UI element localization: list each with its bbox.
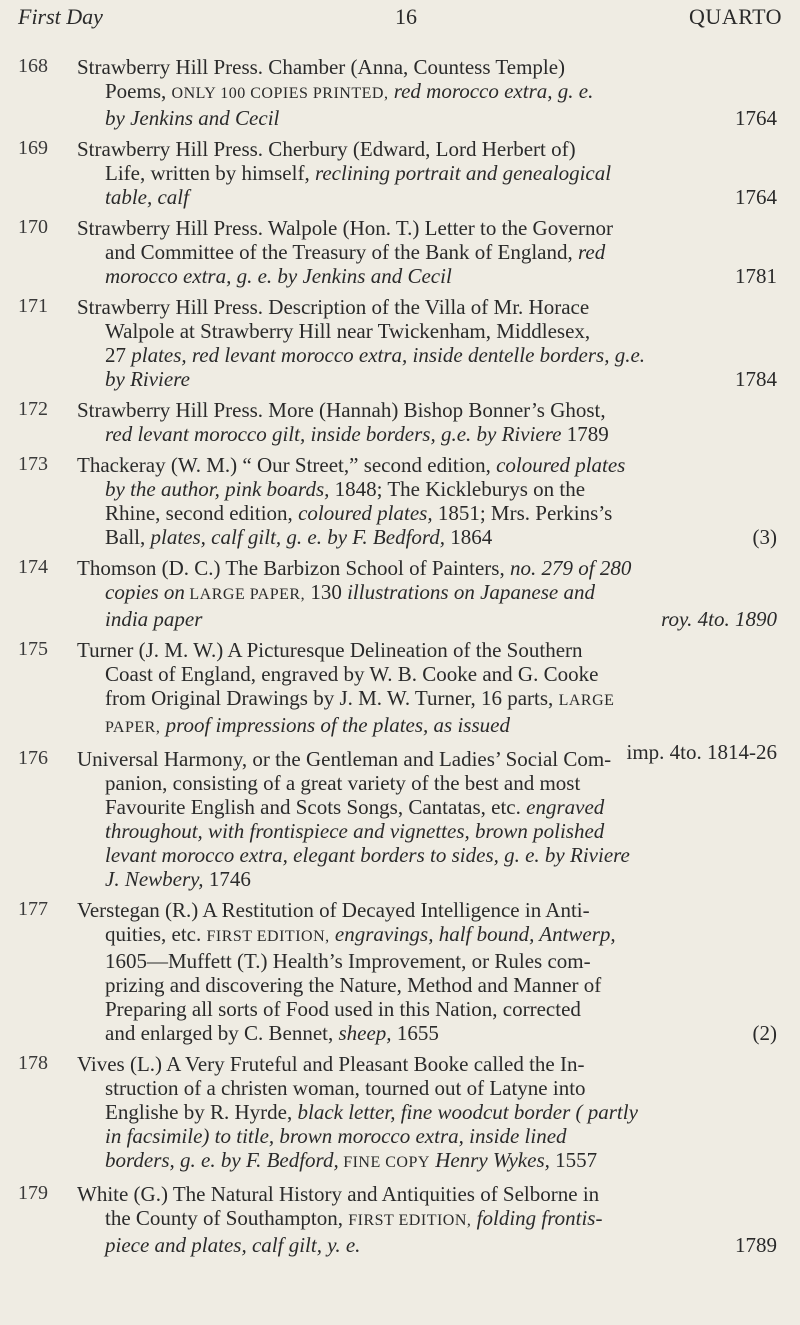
text-segment: ONLY 100 COPIES PRINTED, — [171, 85, 389, 102]
text-segment: 130 — [305, 580, 348, 604]
description-line — [77, 264, 777, 288]
lot-number: 176 — [18, 747, 48, 769]
text-segment: Ball, — [105, 525, 151, 549]
lot-entry — [0, 398, 800, 446]
lot-entry — [0, 1052, 800, 1175]
text-segment: FINE COPY — [338, 1154, 430, 1171]
text-segment: throughout, with frontispiece and vignettes, brown polished — [105, 819, 605, 843]
description-line — [77, 1233, 777, 1257]
text-segment: FIRST EDITION, — [348, 1212, 472, 1229]
text-segment: no. 279 of 280 — [509, 556, 632, 580]
lot-number: 179 — [18, 1182, 48, 1204]
description-line — [77, 55, 777, 79]
lot-number: 172 — [18, 398, 48, 420]
text-segment: sheep, — [338, 1021, 392, 1045]
text-segment: copies on — [105, 580, 185, 604]
text-segment: roy. 4to. 1890 — [661, 607, 777, 631]
lot-entry — [0, 1182, 800, 1257]
lot-number: 168 — [18, 55, 48, 77]
header-format: QUARTO — [689, 4, 782, 29]
text-segment: coloured plates, — [298, 501, 433, 525]
text-segment: morocco extra, g. e. by Jenkins and Cecil — [105, 264, 452, 288]
description-line — [77, 638, 777, 662]
text-segment: and Committee of the Treasury of the Bank of England, — [105, 240, 579, 264]
lot-description — [77, 398, 777, 446]
description-line — [77, 422, 777, 446]
description-line — [77, 607, 777, 631]
text-segment: plates, red levant morocco extra, inside dentelle borders, g.e. — [131, 343, 646, 367]
lot-number: 178 — [18, 1052, 48, 1074]
lot-description — [77, 898, 777, 1045]
text-segment: 1789 — [735, 1233, 777, 1257]
description-line — [77, 747, 777, 771]
text-segment: india paper — [105, 607, 203, 631]
description-line — [77, 662, 777, 686]
text-segment: 1655 — [391, 1021, 439, 1045]
text-segment: 1764 — [735, 185, 777, 209]
header-day: First Day — [18, 4, 103, 29]
description-line — [77, 1182, 777, 1206]
text-segment: illustrations on Japanese and — [347, 580, 595, 604]
description-line — [77, 795, 777, 819]
text-segment: 1746 — [208, 867, 251, 891]
text-segment: 1864 — [445, 525, 493, 549]
text-segment: Preparing all sorts of Food used in this Nation, corrected — [105, 997, 581, 1021]
lot-description — [77, 1052, 777, 1175]
description-line — [77, 1076, 777, 1100]
text-segment: struction of a christen woman, tourned out of Latyne into — [105, 1076, 586, 1100]
text-segment: imp. 4to. 1814-26 — [626, 740, 777, 764]
lot-description — [77, 453, 777, 549]
description-line — [77, 556, 777, 580]
page-header — [18, 4, 782, 44]
text-segment: Strawberry Hill Press. Cherbury (Edward, Lord Herbert of) — [77, 137, 576, 161]
description-line — [77, 343, 777, 367]
description-line — [77, 949, 777, 973]
text-segment: Rhine, second edition, — [105, 501, 299, 525]
text-segment: by the author, pink boards, — [105, 477, 330, 501]
text-segment: (2) — [752, 1021, 777, 1045]
description-line — [77, 580, 777, 607]
text-segment: Life, written by himself, — [105, 161, 315, 185]
text-segment: 1848; The Kickleburys on the — [329, 477, 586, 501]
text-segment: 1781 — [735, 264, 777, 288]
description-line — [77, 1124, 777, 1148]
text-segment: plates, calf gilt, g. e. by F. Bedford, — [150, 525, 446, 549]
text-segment: fine woodcut border ( partly — [395, 1100, 638, 1124]
text-segment: Englishe by R. Hyrde, — [105, 1100, 298, 1124]
text-segment: Strawberry Hill Press. Walpole (Hon. T.) Letter to the Governor — [77, 216, 614, 240]
text-segment: 1789 — [561, 422, 609, 446]
text-segment: levant morocco extra, elegant borders to sides, g. e. by Riviere — [105, 843, 630, 867]
text-segment: Strawberry Hill Press. Chamber (Anna, Countess Temple) — [77, 55, 566, 79]
text-segment: J. Newbery, — [105, 867, 209, 891]
text-segment: Coast of England, engraved by W. B. Cooke and G. Cooke — [105, 662, 599, 686]
text-segment: FIRST EDITION, — [206, 928, 330, 945]
lot-number: 169 — [18, 137, 48, 159]
lot-number: 175 — [18, 638, 48, 660]
text-segment: by Riviere — [105, 367, 190, 391]
description-line — [77, 973, 777, 997]
text-segment: table, calf — [105, 185, 189, 209]
text-segment: White (G.) The Natural History and Antiquities of Selborne in — [77, 1182, 600, 1206]
description-line — [77, 453, 777, 477]
lot-entry — [0, 747, 800, 891]
text-segment: the County of Southampton, — [105, 1206, 349, 1230]
text-segment: engravings, half bound, Antwerp, — [329, 922, 616, 946]
text-segment: reclining portrait and genealogical — [314, 161, 612, 185]
lot-description — [77, 747, 777, 891]
description-line — [77, 922, 777, 949]
lot-entry — [0, 898, 800, 1045]
text-segment: Strawberry Hill Press. Description of the Villa of Mr. Horace — [77, 295, 590, 319]
description-line — [77, 501, 777, 525]
lot-entry — [0, 556, 800, 631]
text-segment: Walpole at Strawberry Hill near Twickenham, Middlesex, — [105, 319, 591, 343]
text-segment: from Original Drawings by J. M. W. Turner, 16 parts, — [105, 686, 559, 710]
text-segment: Verstegan (R.) A Restitution of Decayed Intelligence in Anti- — [77, 898, 590, 922]
description-line — [77, 819, 777, 843]
lot-number: 173 — [18, 453, 48, 475]
description-line — [77, 1052, 777, 1076]
text-segment: Thackeray (W. M.) “ Our Street,” second edition, — [77, 453, 497, 477]
description-line — [77, 319, 777, 343]
description-line — [77, 185, 777, 209]
lot-description — [77, 55, 777, 130]
description-line — [77, 216, 777, 240]
text-segment: piece and plates, calf gilt, y. e. — [105, 1233, 361, 1257]
text-segment: 1557 — [549, 1148, 598, 1172]
text-segment: quities, etc. — [105, 922, 207, 946]
lot-number: 174 — [18, 556, 48, 578]
lot-number: 170 — [18, 216, 48, 238]
text-segment: 1605—Muffett (T.) Health’s Improvement, or Rules com- — [105, 949, 591, 973]
page-number: 16 — [395, 4, 417, 29]
text-segment: borders, g. e. by F. Bedford, — [105, 1148, 339, 1172]
text-segment: PAPER, — [105, 719, 161, 736]
text-segment: Universal Harmony, or the Gentleman and Ladies’ Social Com- — [77, 747, 612, 771]
lot-entry — [0, 55, 800, 130]
lot-entry — [0, 137, 800, 209]
description-line — [77, 1100, 777, 1124]
text-segment: 1764 — [735, 106, 777, 130]
text-segment: folding frontis- — [471, 1206, 603, 1230]
lot-number: 177 — [18, 898, 48, 920]
description-line — [77, 686, 777, 713]
text-segment: red levant morocco gilt, inside borders, g.e. by Riviere — [105, 422, 562, 446]
description-line — [77, 367, 777, 391]
description-line — [77, 295, 777, 319]
description-line — [77, 79, 777, 106]
lot-description — [77, 1182, 777, 1257]
lot-description — [77, 556, 777, 631]
text-segment: Favourite English and Scots Songs, Cantatas, etc. — [105, 795, 527, 819]
text-segment: Vives (L.) A Very Fruteful and Pleasant Booke called the In- — [77, 1052, 585, 1076]
description-line — [77, 843, 777, 867]
lot-entry — [0, 295, 800, 391]
text-segment: Thomson (D. C.) The Barbizon School of Painters, — [77, 556, 510, 580]
description-line — [77, 161, 777, 185]
description-line — [77, 525, 777, 549]
description-line — [77, 997, 777, 1021]
lot-description — [77, 137, 777, 209]
description-line — [77, 713, 777, 740]
text-segment: and enlarged by C. Bennet, — [105, 1021, 339, 1045]
description-line — [77, 240, 777, 264]
description-line — [77, 771, 777, 795]
description-line — [77, 1206, 777, 1233]
description-line — [77, 867, 777, 891]
text-segment: 1784 — [735, 367, 777, 391]
text-segment: LARGE — [558, 692, 615, 709]
text-segment: Strawberry Hill Press. More (Hannah) Bishop Bonner’s Ghost, — [77, 398, 606, 422]
description-line — [77, 477, 777, 501]
text-segment: Turner (J. M. W.) A Picturesque Delineation of the Southern — [77, 638, 583, 662]
description-line — [77, 1148, 777, 1175]
description-line — [77, 898, 777, 922]
text-segment: coloured plates — [496, 453, 626, 477]
description-line — [77, 398, 777, 422]
text-segment: (3) — [752, 525, 777, 549]
text-segment: panion, consisting of a great variety of the best and most — [105, 771, 581, 795]
lot-description — [77, 295, 777, 391]
lot-description — [77, 216, 777, 288]
text-segment: engraved — [526, 795, 605, 819]
lot-number: 171 — [18, 295, 48, 317]
text-segment: in facsimile) to title, brown morocco extra, inside lined — [105, 1124, 567, 1148]
text-segment: red morocco extra, g. e. — [388, 79, 594, 103]
text-segment: Poems, — [105, 79, 172, 103]
text-segment: black letter, — [297, 1100, 396, 1124]
text-segment: red — [578, 240, 606, 264]
text-segment: Henry Wykes, — [429, 1148, 550, 1172]
text-segment: prizing and discovering the Nature, Method and Manner of — [105, 973, 602, 997]
description-line — [77, 137, 777, 161]
text-segment: 1851; Mrs. Perkins’s — [432, 501, 613, 525]
description-line — [77, 106, 777, 130]
text-segment: by Jenkins and Cecil — [105, 106, 280, 130]
text-segment: LARGE PAPER, — [184, 586, 306, 603]
text-segment: proof impressions of the plates, as issued — [160, 713, 510, 737]
lot-list — [0, 55, 800, 1264]
description-line — [77, 1021, 777, 1045]
lot-entry — [0, 216, 800, 288]
lot-entry — [0, 453, 800, 549]
text-segment: 27 — [105, 343, 132, 367]
